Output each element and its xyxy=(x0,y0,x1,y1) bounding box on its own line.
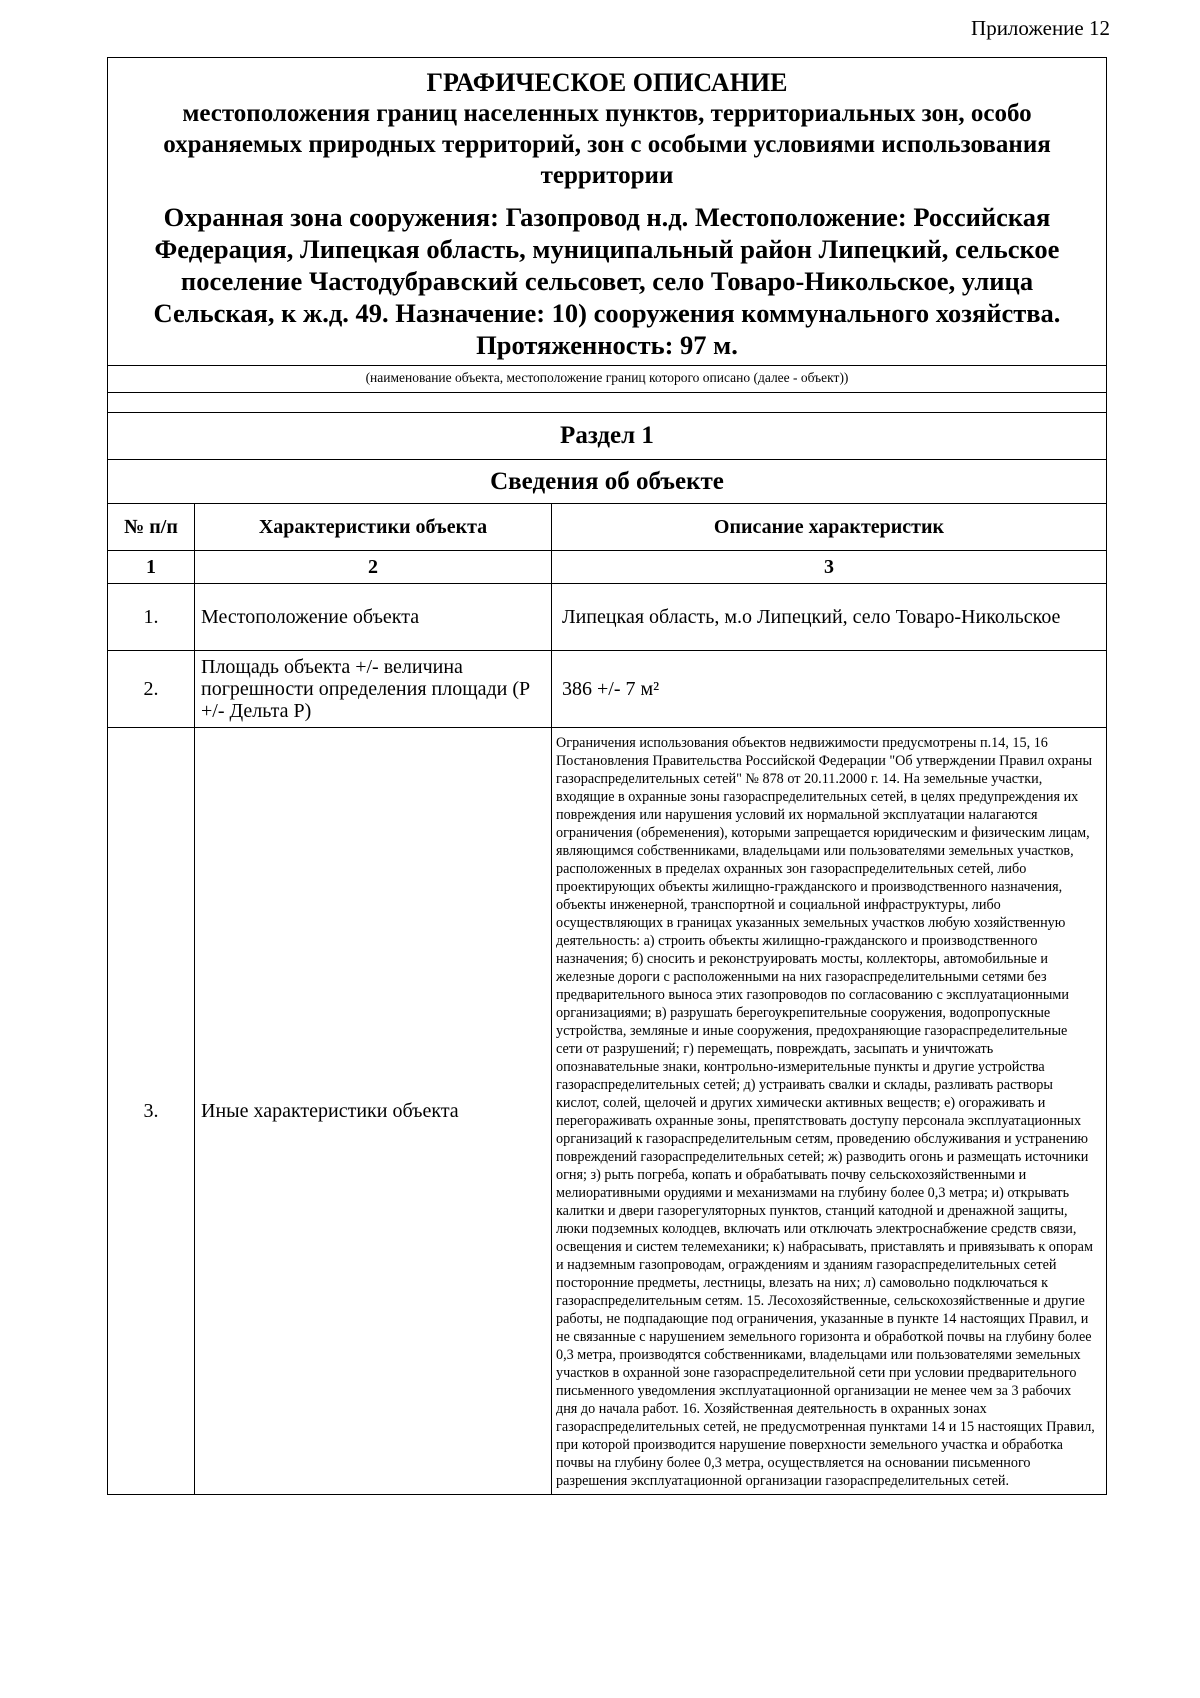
row-number: 1. xyxy=(108,584,195,651)
column-number: 3 xyxy=(552,551,1107,584)
object-note: (наименование объекта, местоположение границ которого описано (далее - объект)) xyxy=(108,366,1106,393)
row-description: Ограничения использования объектов недвижимости предусмотрены п.14, 15, 16 Постановления Правительства Российской Федерации "Об утверждении Правил охраны газораспределительных сетей" № 878 от 20.11.2000 г. 14. На земельные участки, входящие в охранные зоны газораспределительных сетей, в целях предупреждения их повреждения или нарушения условий их нормальной эксплуатации налагаются ограничения (обременения), которыми запрещается юридическим и физическим лицам, являющимся собственниками, владельцами или пользователями земельных участков, расположенных в пределах охранных зон газораспределительных сетей, либо проектирующих объекты жилищно-гражданского и производственного назначения, объекты инженерной, транспортной и социальной инфраструктуры, либо осуществляющих в границах указанных земельных участков любую хозяйственную деятельность: а) строить объекты жилищно-гражданского и производственного назначения; б) сносить и реконструировать мосты, коллекторы, автомобильные и железные дороги с расположенными на них газораспределительными сетями без предварительного выноса этих газопроводов по согласованию с эксплуатационными организациями; в) разрушать берегоукрепительные сооружения, водопропускные устройства, земляные и иные сооружения, предохраняющие газораспределительные сети от разрушений; г) перемещать, повреждать, засыпать и уничтожать опознавательные знаки, контрольно-измерительные пункты и другие устройства газораспределительных сетей; д) устраивать свалки и склады, разливать растворы кислот, солей, щелочей и других химически активных веществ; е) огораживать и перегораживать охранные зоны, препятствовать доступу персонала эксплуатационных организаций к газораспределительным сетям, проведению обслуживания и устранению повреждений газораспределительных сетей; ж) разводить огонь и размещать источники огня; з) рыть погреба, копать и обрабатывать почву сельскохозяйственными и мелиоративными орудиями и механизмами на глубину более 0,3 метра; и) открывать калитки и двери газорегуляторных пунктов, станций катодной и дренажной защиты, люки подземных колодцев, включать или отключать электроснабжение средств связи, освещения и систем телемеханики; к) набрасывать, приставлять и привязывать к опорам и надземным газопроводам, ограждениям и зданиям газораспределительных сетей посторонние предметы, лестницы, влезать на них; л) самовольно подключаться к газораспределительным сетям. 15. Лесохозяйственные, сельскохозяйственные и другие работы, не подпадающие под ограничения, указанные в пункте 14 настоящих Правил, и не связанные с нарушением земельного горизонта и обработкой почвы на глубину более 0,3 метра, производятся собственниками, владельцами или пользователями земельных участков в охранной зоне газораспределительной сети при условии предварительного письменного уведомления эксплуатационной организации не менее чем за 3 рабочих дня до начала работ. 16. Хозяйственная деятельность в охранных зонах газораспределительных сетей, не предусмотренная пунктами 14 и 15 настоящих Правил, при которой производится нарушение поверхности земельного участка и обработка почвы на глубину более 0,3 метра, осуществляется на основании письменного разрешения эксплуатационной организации газораспределительных сетей. xyxy=(552,728,1107,1495)
document-title: ГРАФИЧЕСКОЕ ОПИСАНИЕ xyxy=(426,68,788,97)
document-subtitle: местоположения границ населенных пунктов, территориальных зон, особо охраняемых природных территорий, зон с особыми условиями использования территории xyxy=(163,100,1051,189)
column-number: 1 xyxy=(108,551,195,584)
row-characteristic: Иные характеристики объекта xyxy=(195,728,552,1495)
divider xyxy=(108,393,1106,413)
header-description: Описание характеристик xyxy=(552,504,1107,551)
row-characteristic: Площадь объекта +/- величина погрешности определения площади (P +/- Дельта P) xyxy=(195,651,552,728)
column-number: 2 xyxy=(195,551,552,584)
column-number-row xyxy=(108,551,1106,584)
table-header-row xyxy=(108,504,1106,551)
row-description: Липецкая область, м.о Липецкий, село Товаро-Никольское xyxy=(552,584,1107,651)
row-description: 386 +/- 7 м² xyxy=(552,651,1107,728)
row-number: 2. xyxy=(108,651,195,728)
section-title: Раздел 1 xyxy=(108,413,1106,460)
table-row xyxy=(108,584,1106,651)
row-characteristic: Местоположение объекта xyxy=(195,584,552,651)
appendix-label: Приложение 12 xyxy=(971,16,1110,40)
row-number: 3. xyxy=(108,728,195,1495)
section-subtitle: Сведения об объекте xyxy=(108,460,1106,504)
document-frame xyxy=(107,57,1107,1495)
object-name: Охранная зона сооружения: Газопровод н.д. Местоположение: Российская Федерация, Липецкая область, муниципальный район Липецкий, сельское поселение Частодубравский сельсовет, село Товаро-Никольское, улица Сельская, к ж.д. 49. Назначение: 10) сооружения коммунального хозяйства. Протяженность: 97 м. xyxy=(153,202,1061,360)
table-row xyxy=(108,728,1106,1495)
object-info-table xyxy=(108,504,1106,1494)
header-characteristic: Характеристики объекта xyxy=(195,504,552,551)
document-header xyxy=(108,58,1106,366)
table-row xyxy=(108,651,1106,728)
header-number: № п/п xyxy=(108,504,195,551)
